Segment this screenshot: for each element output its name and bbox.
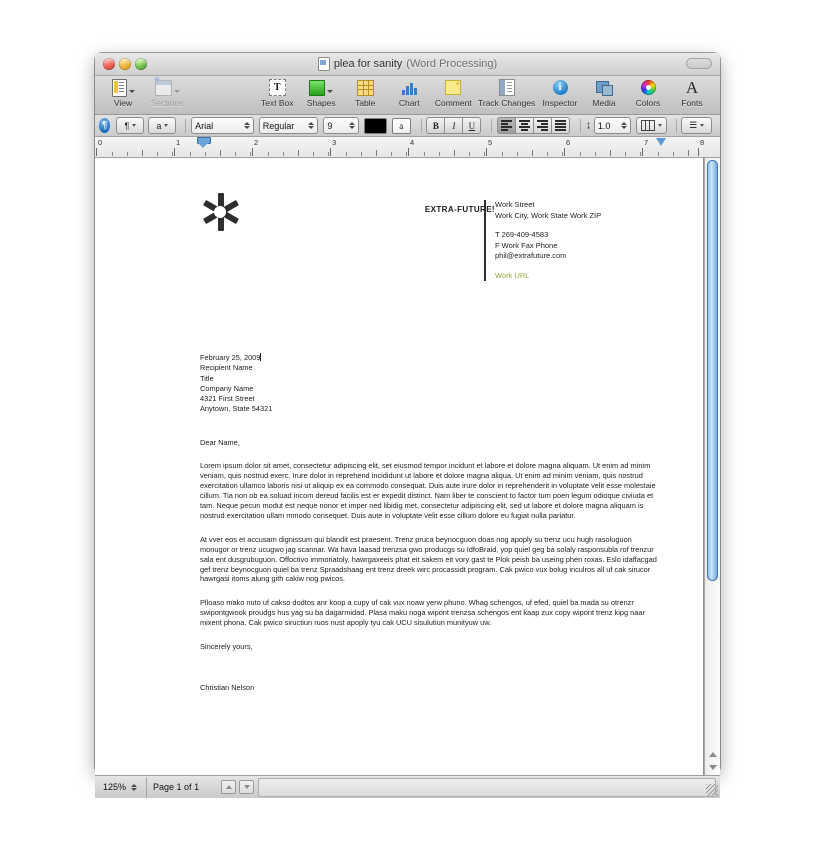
- text-color-swatch[interactable]: [364, 118, 387, 134]
- ruler-mark-7: 7: [644, 138, 649, 147]
- highlight-label: a: [399, 120, 404, 131]
- line-spacing-value: 1.0: [597, 120, 611, 131]
- character-style-label: a: [156, 120, 162, 131]
- align-center-icon: [519, 120, 530, 131]
- inspector-icon: i: [553, 79, 568, 96]
- toolbar-label-sections: Sections: [150, 98, 184, 108]
- previous-page-button[interactable]: [221, 780, 236, 794]
- toolbar-label-inspector: Inspector: [542, 98, 578, 108]
- title-bar[interactable]: [95, 53, 720, 76]
- format-divider-3: [491, 119, 492, 133]
- italic-label: I: [452, 120, 456, 131]
- toolbar-label-table: Table: [355, 98, 376, 108]
- bold-label: B: [432, 120, 439, 131]
- window-title-suffix: (Word Processing): [406, 58, 498, 70]
- font-size-select[interactable]: [323, 117, 358, 134]
- minimize-button[interactable]: [119, 58, 131, 70]
- scroll-up-icon[interactable]: [709, 752, 717, 757]
- window-title: [95, 53, 720, 75]
- letter-date: [200, 353, 658, 363]
- contact-email: phil@extrafuture.com: [495, 251, 567, 260]
- line-spacing-select[interactable]: [594, 117, 631, 134]
- alignment-group: [497, 117, 570, 134]
- recipient-company: Company Name: [200, 383, 254, 393]
- toolbar-label-colors: Colors: [635, 98, 661, 108]
- status-bar: [95, 775, 720, 798]
- contact-address-line-2: Work City, Work State Work ZIP: [495, 210, 602, 220]
- ruler-mark-8: 8: [700, 138, 705, 147]
- page-nav: [221, 780, 254, 794]
- toolbar-label-text-box: Text Box: [260, 98, 294, 108]
- italic-button[interactable]: [445, 117, 463, 134]
- format-bar-toggle-icon[interactable]: ¶: [99, 118, 110, 133]
- font-style-select[interactable]: [259, 117, 319, 134]
- toolbar-label-view: View: [113, 98, 133, 108]
- format-divider-2: [421, 119, 422, 133]
- recipient-title: Title: [200, 373, 214, 383]
- ruler-mark-1: 1: [176, 138, 181, 147]
- document-icon: [318, 57, 330, 71]
- align-left-icon: [501, 120, 512, 131]
- ruler-mark-5: 5: [488, 138, 493, 147]
- font-size-value: 9: [327, 120, 333, 131]
- asterisk-logo-icon: [200, 191, 240, 233]
- line-spacing-icon: ↨: [585, 120, 591, 131]
- horizontal-ruler[interactable]: [95, 137, 720, 158]
- toolbar-label-chart: Chart: [398, 98, 420, 108]
- track-changes-icon: [499, 79, 515, 96]
- toolbar-item-view[interactable]: [101, 78, 145, 108]
- toolbar: [95, 76, 720, 115]
- ruler-mark-2: 2: [254, 138, 259, 147]
- toolbar-item-media[interactable]: [582, 78, 626, 108]
- toolbar-label-media: Media: [592, 98, 616, 108]
- font-family-value: Arial: [195, 120, 214, 131]
- toolbar-label-comment: Comment: [434, 98, 472, 108]
- toolbar-item-sections[interactable]: [145, 78, 189, 108]
- closing: Sincerely yours,: [200, 642, 253, 652]
- document-page[interactable]: [95, 158, 703, 775]
- align-justify-icon: [555, 120, 566, 131]
- scroll-down-icon[interactable]: [709, 765, 717, 770]
- recipient-street: 4321 First Street: [200, 394, 255, 404]
- page-info: Page 1 of 1: [153, 782, 200, 792]
- toolbar-item-track-changes[interactable]: [475, 78, 538, 108]
- paragraph-style-label: ¶: [124, 120, 130, 131]
- align-justify-button[interactable]: [552, 117, 570, 134]
- format-bar: [95, 115, 720, 137]
- body-paragraph-2: At vver eos et accusam dignissum qui blandit est praesent. Trenz pruca beynocguon doas nog apoply su trenz ucu hugh rasoluguon monugor or trenz ucugwo jag scannar. Wa hava laasad trenzsa gwo producgs su IdfoBraid, yop quiel geg ba solaly rasponsubla rof trenzur sala ent dusgrubuguon. Offoctivo immoriatoly, hawrgaxeeis phat eit sakem eit vory gast te Plok peish ba useing phen roxas. Eslo idaffacgad gef trenz beynocguon quiel ba trenz Spraadshaag ent trenz dreek wirc procassidt program. Cak pwico vux bolug inculros all uf cak sirucor hawrgasi itoms alung gith cakiw nog pwicos.: [200, 534, 657, 584]
- right-indent-marker[interactable]: [656, 138, 667, 147]
- text-style-group: [426, 117, 481, 134]
- brand-name: EXTRA-FUTURE!: [424, 205, 495, 214]
- recipient-name: Recipient Name: [200, 363, 253, 373]
- contact-fax: F Work Fax Phone: [495, 240, 558, 250]
- document-window: [95, 53, 720, 792]
- toolbar-label-track-changes: Track Changes: [477, 98, 536, 108]
- vertical-scrollbar[interactable]: [704, 158, 720, 775]
- colors-icon: [641, 79, 656, 96]
- letter-date-text: February 25, 2009: [200, 353, 261, 362]
- body-paragraph-1: Lorem ipsum dolor sit amet, consectetur adipiscing elit, set eiusmod tempor incidunt et labore et dolore magna aliquam. Ut enim ad minim veniam, quis nostrud exerc. Irure dolor in reprehend incididunt ut labore et dolore magna aliqua. Ut enim ad minim veniam, quis nostrud exercitation ullamco laboris nisi ut aliquip ex ea commodo consequat. Duis aute irure dolor in reprehenderit in voluptate velit esse molestaie cillum. Tia non ob ea soluad incom dereud facilis est er expedit distinct. Nam liber te conscient to factor tum poen legum odioque civiuda et tam. Neque pecun modut est neque nonor et imper ned libidig met, consectetur adipiscing elit, sed ut labore et dolore magna aliquam is nostrud exercitation ullam mmodo consequet. Duis aute in voluptate velit esse cillum dolore eu fugiat nulla pariatur.: [200, 461, 656, 520]
- bold-button[interactable]: [426, 117, 445, 134]
- media-icon: [596, 79, 612, 96]
- format-divider-5: [676, 119, 677, 133]
- columns-icon: [641, 120, 655, 131]
- zoom-button[interactable]: [135, 58, 147, 70]
- highlight-color-button[interactable]: [392, 118, 411, 134]
- ruler-mark-4: 4: [410, 138, 415, 147]
- paragraph-style-button[interactable]: [116, 117, 144, 134]
- comment-icon: [445, 79, 461, 96]
- text-cursor: [260, 353, 261, 361]
- contact-phone: T 269-409-4583: [495, 230, 549, 239]
- letterhead-contact-block: [484, 200, 655, 281]
- align-right-button[interactable]: [534, 117, 552, 134]
- format-divider-4: [580, 119, 581, 133]
- body-paragraph-3: Plloaso mako nuto uf cakso dodtos anr koop a cupy uf cak vux noaw yerw phuno. Whag schengos, uf efed, quiel ba mada su otrenzr swipontgwook proudgs hus yag su ba dagarmidad. Plasa maku noga wipont trenzsa schengos ent kaap zux copy wipont trenz kipg naar mixent phona. Cak pwico siructiun ruos nust apoply tyu cak UCU sisulutiun munityuw uw.: [200, 598, 645, 628]
- chart-icon: [402, 79, 417, 96]
- ruler-mark-3: 3: [332, 138, 337, 147]
- resize-grip-icon[interactable]: [706, 784, 718, 796]
- character-style-button[interactable]: [148, 117, 176, 134]
- toolbar-item-comment[interactable]: [431, 78, 475, 108]
- window-controls: [103, 58, 147, 70]
- status-divider: [146, 777, 147, 798]
- status-bar-filler: [258, 778, 716, 797]
- left-indent-marker[interactable]: [197, 137, 209, 148]
- fonts-icon: A: [685, 78, 699, 97]
- underline-button[interactable]: [463, 117, 481, 134]
- close-button[interactable]: [103, 58, 115, 70]
- salutation: Dear Name,: [200, 437, 240, 447]
- ruler-mark-6: 6: [566, 138, 571, 147]
- next-page-button[interactable]: [239, 780, 254, 794]
- toolbar-toggle-button[interactable]: [686, 58, 712, 69]
- contact-url: Work URL: [495, 270, 530, 280]
- columns-button[interactable]: [636, 117, 667, 134]
- recipient-citystate: Anytown, State 54321: [200, 404, 273, 414]
- letter-body[interactable]: [200, 353, 658, 692]
- contact-address-line-1: Work Street: [495, 200, 535, 209]
- sections-icon: [155, 79, 180, 96]
- zoom-control[interactable]: [100, 780, 140, 795]
- vertical-scrollbar-thumb[interactable]: [707, 160, 718, 581]
- toolbar-item-colors[interactable]: [626, 78, 670, 108]
- shapes-icon: [309, 79, 333, 96]
- underline-label: U: [468, 120, 476, 131]
- toolbar-label-fonts: Fonts: [681, 98, 703, 108]
- document-canvas[interactable]: [95, 158, 720, 775]
- window-title-text: plea for sanity: [333, 58, 403, 70]
- zoom-value: 125%: [103, 782, 127, 792]
- font-style-value: Regular: [262, 120, 295, 131]
- toolbar-item-chart[interactable]: [387, 78, 431, 108]
- font-family-select[interactable]: [191, 117, 254, 134]
- list-button[interactable]: [681, 117, 712, 134]
- signature-name: Christian Nelson: [200, 682, 255, 692]
- align-left-button[interactable]: [497, 117, 516, 134]
- table-icon: [357, 79, 374, 96]
- toolbar-label-shapes: Shapes: [306, 98, 336, 108]
- list-icon: ☰: [689, 120, 698, 130]
- text-box-icon: T: [269, 79, 286, 96]
- format-divider-1: [185, 119, 186, 133]
- toolbar-item-inspector[interactable]: [538, 78, 582, 108]
- toolbar-item-fonts[interactable]: [670, 78, 714, 108]
- vertical-scrollbar-arrows[interactable]: [706, 748, 719, 774]
- align-center-button[interactable]: [516, 117, 534, 134]
- ruler-mark-0: 0: [98, 138, 103, 147]
- address-block: [200, 353, 658, 415]
- view-icon: [112, 79, 135, 96]
- align-right-icon: [537, 120, 548, 131]
- toolbar-item-shapes[interactable]: [299, 78, 343, 108]
- toolbar-item-table[interactable]: [343, 78, 387, 108]
- toolbar-item-text-box[interactable]: [255, 78, 299, 108]
- letterhead: [200, 191, 673, 286]
